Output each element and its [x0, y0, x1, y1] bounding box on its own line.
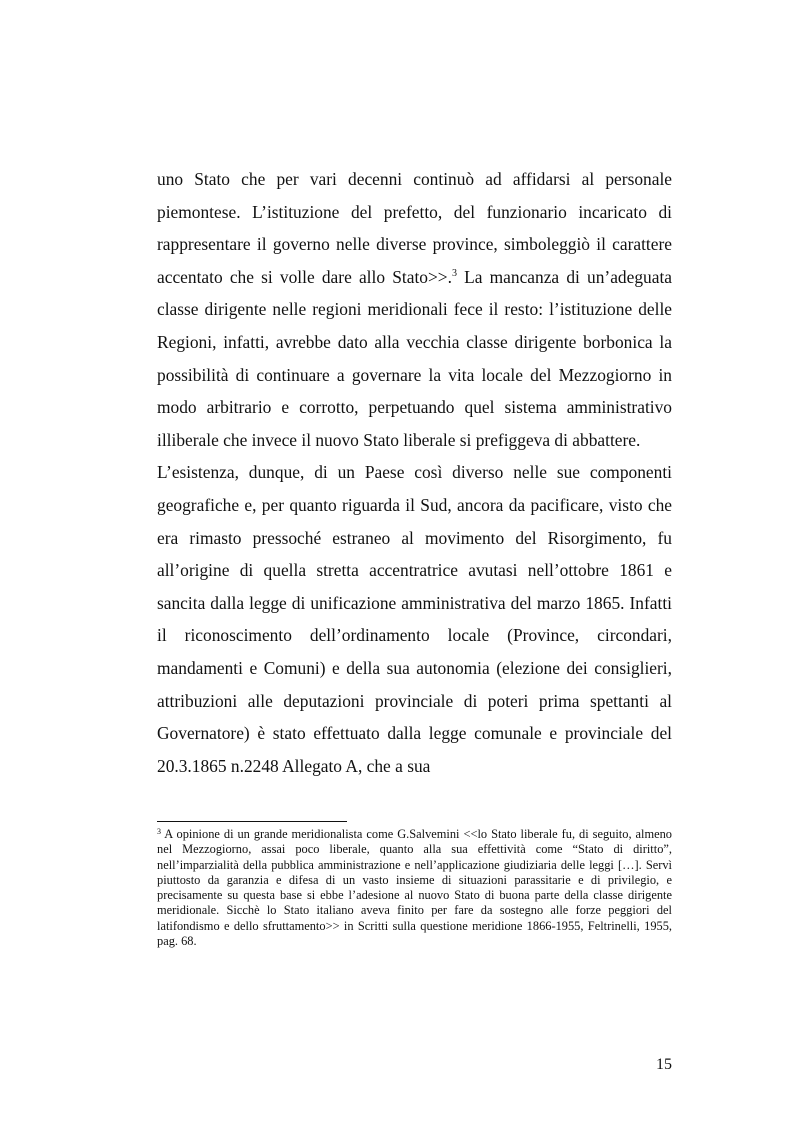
paragraph-1-start: uno Stato che per vari decenni continuò ad affidarsi al personale piemontese. L’istituzione del prefetto, del funzionario incaricato di rappresentare il governo nelle diverse province, simboleggiò il carattere accentato che si volle dare allo Stato>>.	[157, 169, 672, 287]
paragraph-1	[157, 163, 672, 456]
page-body	[157, 163, 672, 782]
paragraph-1-end: La mancanza di un’adeguata classe dirigente nelle regioni meridionali fece il resto: l’istituzione delle Regioni, infatti, avrebbe dato alla vecchia classe dirigente borbonica la possibilità di continuare a governare la vita locale del Mezzogiorno in modo arbitrario e corrotto, perpetuando quel sistema amministrativo illiberale che invece il nuovo Stato liberale si prefiggeva di abbattere.	[157, 266, 673, 450]
footnote-text: A opinione di un grande meridionalista come G.Salvemini <<lo Stato liberale fu, di seguito, almeno nel Mezzogiorno, assai poco liberale, quanto alla sua effettività come “Stato di diritto”, nell’imparzialità della pubblica amministrazione e nell’applicazione giudiziaria delle leggi […]. Servì piuttosto da garanzia e difesa di un vasto insieme di situazioni parassitarie e di privilegio, e precisamente su questa base si ebbe l’adesione al nuovo Stato di buona parte della classe dirigente meridionale. Sicchè lo Stato italiano aveva finito per fare da sostegno alle forze peggiori del latifondismo e dello sfruttamento>> in Scritti sulla questione meridione 1866-1955, Feltrinelli, 1955, pag. 68.	[157, 827, 672, 949]
footnote-marker: 3	[157, 827, 161, 836]
paragraph-2: L’esistenza, dunque, di un Paese così diverso nelle sue componenti geografiche e, per quanto riguarda il Sud, ancora da pacificare, visto che era rimasto pressoché estraneo al movimento del Risorgimento, fu all’origine di quella stretta accentratrice avutasi nell’ottobre 1861 e sancita dalla legge di unificazione amministrativa del marzo 1865. Infatti il riconoscimento dell’ordinamento locale (Province, circondari, mandamenti e Comuni) e della sua autonomia (elezione dei consiglieri, attribuzioni alle deputazioni provinciale di poteri prima spettanti al Governatore) è stato effettuato dalla legge comunale e provinciale del 20.3.1865 n.2248 Allegato A, che a sua	[157, 462, 672, 776]
main-text	[157, 163, 672, 782]
footnote-separator	[157, 821, 347, 822]
footnote	[157, 827, 672, 949]
page-number: 15	[656, 1056, 672, 1073]
footnote-reference[interactable]: 3	[451, 267, 457, 279]
